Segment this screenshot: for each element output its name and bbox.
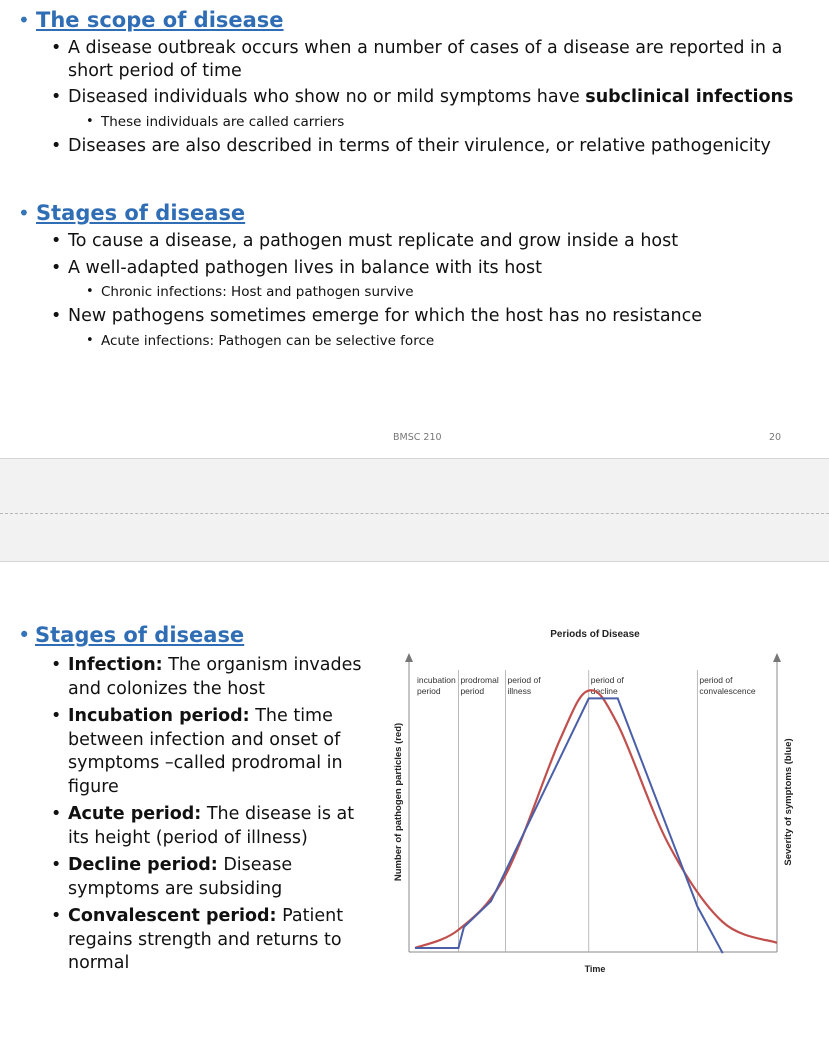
bullet: • Diseases are also described in terms of their virulence, or relative pathogenicity xyxy=(0,135,829,158)
slide-bottom xyxy=(0,562,829,997)
x-axis-label: Time xyxy=(584,964,606,974)
list-item: • Infection: The organism invades and colonizes the host xyxy=(0,654,362,701)
period-labels xyxy=(417,675,756,696)
y-axis-left-arrow xyxy=(405,653,413,662)
heading-stages[interactable]: Stages of disease xyxy=(36,201,246,225)
stages-section xyxy=(0,200,829,350)
sub-bullet: • Acute infections: Pathogen can be selective force xyxy=(0,332,829,350)
list-item: • Acute period: The disease is at its height (period of illness) xyxy=(0,803,362,850)
period-label: period of xyxy=(507,675,541,685)
series-pathogen-line xyxy=(415,690,777,948)
chart-title: Periods of Disease xyxy=(550,629,640,640)
period-label: period xyxy=(460,686,485,696)
period-label: period of xyxy=(590,675,624,685)
bullet: • A disease outbreak occurs when a number of cases of a disease are reported in a short period of time xyxy=(0,37,788,82)
divider xyxy=(0,513,829,514)
list-item: • Incubation period: The time between infection and onset of symptoms –called prodromal in figure xyxy=(0,705,362,799)
period-label: period xyxy=(417,686,441,696)
periods-of-disease-chart xyxy=(388,620,798,1040)
bullet: • Diseased individuals who show no or mild symptoms have subclinical infections xyxy=(0,86,829,109)
series-symptoms-line xyxy=(415,698,723,953)
section-heading xyxy=(0,7,829,33)
bullet: • To cause a disease, a pathogen must replicate and grow inside a host xyxy=(0,230,829,253)
period-label: decline xyxy=(590,686,618,696)
period-label: incubation xyxy=(417,675,456,685)
list-item: • Decline period: Disease symptoms are subsiding xyxy=(0,854,362,901)
heading-stages-bottom[interactable]: Stages of disease xyxy=(35,623,245,647)
period-label: period of xyxy=(699,675,733,685)
section-heading xyxy=(18,622,244,648)
bullet: • New pathogens sometimes emerge for which the host has no resistance xyxy=(0,305,829,328)
scope-section xyxy=(0,7,829,157)
bullet: • A well-adapted pathogen lives in balance with its host xyxy=(0,257,829,280)
slide-top xyxy=(0,0,829,458)
y-axis-right-label: Severity of symptoms (blue) xyxy=(783,738,794,866)
y-axis-left-label: Number of pathogen particles (red) xyxy=(393,722,404,882)
period-label: illness xyxy=(507,686,532,696)
sub-bullet: • These individuals are called carriers xyxy=(0,113,829,131)
list-item: • Convalescent period: Patient regains strength and returns to normal xyxy=(0,905,362,976)
footer-page-number: 20 xyxy=(769,432,782,443)
sub-bullet: • Chronic infections: Host and pathogen survive xyxy=(0,283,829,301)
section-heading xyxy=(0,200,829,226)
stage-list xyxy=(0,654,362,980)
period-label: convalescence xyxy=(699,686,756,696)
heading-scope[interactable]: The scope of disease xyxy=(36,8,284,32)
y-axis-right-arrow xyxy=(773,653,781,662)
slide-gap xyxy=(0,458,829,562)
period-label: prodromal xyxy=(460,675,499,685)
footer-course: BMSC 210 xyxy=(393,432,442,443)
